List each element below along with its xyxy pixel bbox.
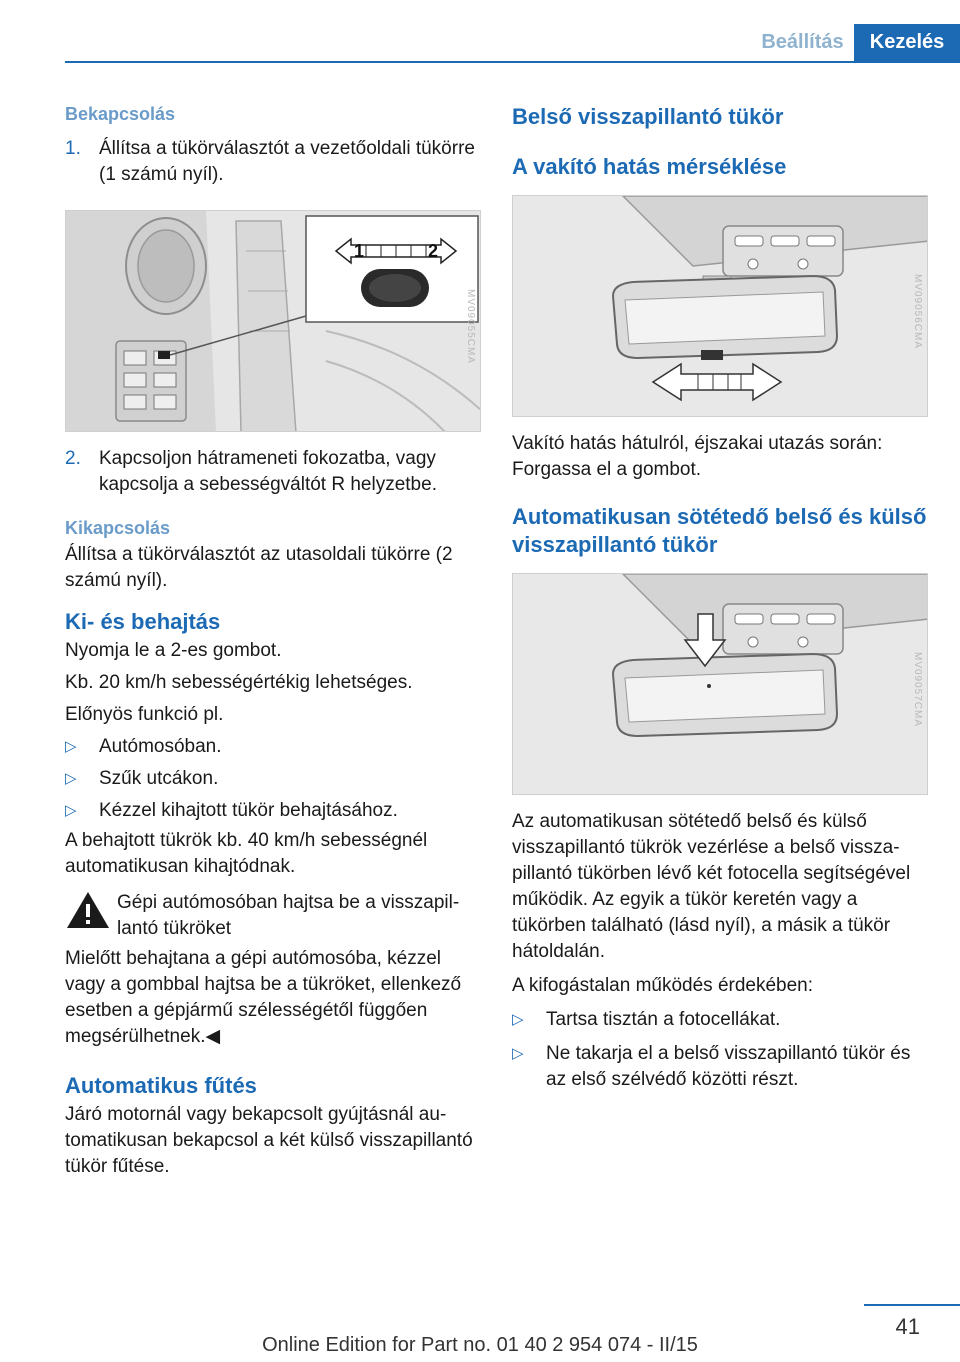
step-2-number: 2. xyxy=(65,448,81,469)
list-item xyxy=(512,1007,928,1033)
auto-dimming-figure xyxy=(512,573,928,795)
right-column xyxy=(512,100,928,1093)
door-panel-illustration xyxy=(66,211,481,432)
bullet-icon: ▷ xyxy=(65,770,77,787)
futes-heading: Automatikus fűtés xyxy=(65,1073,257,1098)
tab-beallitas[interactable]: Beállítás xyxy=(751,24,854,61)
list-item-text: Kézzel kihajtott tükör behajtásához. xyxy=(99,800,398,821)
step-1-number: 1. xyxy=(65,138,81,159)
step-2 xyxy=(65,446,481,498)
automatikus-text: Az automatikusan sötétedő belső és külső visszapillantó tükrök vezérlése a belső visszapillantó tükörben lévő két fotocella segítségével működik. Az egyik a tükör keretén vagy a tükörben található (lásd nyíl), a másik a tükör hátoldalán. xyxy=(512,811,911,962)
footer-rule xyxy=(864,1304,960,1306)
figure-code: MV09056CMA xyxy=(911,273,923,350)
list-item-text: Ne takarja el a belső visszapillantó tükör és az első szélvédő közötti részt. xyxy=(546,1043,911,1090)
warning-text: Mielőtt behajtana a gépi autómosóba, kézzel vagy a gombbal hajtsa be a tükröket, ellenkező esetben a gépjármű szélességétől függően megsérülhetnek.◀ xyxy=(65,948,462,1047)
list-item-text: Szűk utcákon. xyxy=(99,768,219,789)
figure-code: MV09057CMA xyxy=(911,651,923,728)
kikapcsolas-text: Állítsa a tükörválasztót az utasoldali tükörre (2 számú nyíl). xyxy=(65,544,453,591)
mirror-switch-figure xyxy=(65,210,481,432)
page-number: 41 xyxy=(895,1314,920,1339)
behajtas-p1: Nyomja le a 2-es gombot. xyxy=(65,640,282,661)
warning-title: Gépi autómosóban hajtsa be a visszapillantó tükröket xyxy=(117,892,460,939)
behajtas-p4: A behajtott tükrök kb. 40 km/h sebességnél automatikusan kihajtódnak. xyxy=(65,830,428,877)
automatikus-p2: A kifogástalan működés érdekében: xyxy=(512,975,814,996)
bullet-icon: ▷ xyxy=(65,738,77,755)
mirror-knob-illustration xyxy=(513,196,928,417)
list-item xyxy=(65,734,481,760)
arrow-label-1: 1 xyxy=(354,241,365,261)
bullet-icon: ▷ xyxy=(512,1011,524,1028)
left-column xyxy=(65,100,481,1180)
list-item-text: Autómosóban. xyxy=(99,736,222,757)
warning-icon xyxy=(65,890,117,942)
futes-text: Járó motornál vagy bekapcsolt gyújtásnál automatikusan bekapcsol a két külső visszapillantó tükör fűtése. xyxy=(65,1104,473,1177)
tab-kezeles[interactable]: Kezelés xyxy=(854,24,960,61)
list-item xyxy=(65,798,481,824)
behajtas-p3: Előnyös funkció pl. xyxy=(65,704,224,725)
photocell-illustration xyxy=(513,574,928,795)
vakito-heading: A vakító hatás mérséklése xyxy=(512,154,787,179)
list-item-text: Tartsa tisztán a fotocellákat. xyxy=(546,1009,781,1030)
figure-code: MV09055CMA xyxy=(464,288,476,365)
warning-block xyxy=(65,890,481,942)
step-1-text: Állítsa a tükörválasztót a vezetőoldali tükörre (1 számú nyíl). xyxy=(99,138,475,185)
arrow-label-2: 2 xyxy=(428,241,439,261)
automatikus-heading: Automatikusan sötétedő belső és külső visszapillantó tükör xyxy=(512,504,927,557)
list-item xyxy=(512,1041,928,1093)
edition-footer: Online Edition for Part no. 01 40 2 954 074 - II/15 xyxy=(262,1334,698,1356)
belso-tukor-heading: Belső visszapillantó tükör xyxy=(512,104,784,129)
header-rule xyxy=(65,61,960,63)
bullet-icon: ▷ xyxy=(65,802,77,819)
rearview-knob-figure xyxy=(512,195,928,417)
kikapcsolas-heading: Kikapcsolás xyxy=(65,518,171,538)
vakito-text: Vakító hatás hátulról, éjszakai utazás során: Forgassa el a gombot. xyxy=(512,433,883,480)
step-1 xyxy=(65,136,481,188)
behajtas-p2: Kb. 20 km/h sebességértékig lehetséges. xyxy=(65,672,413,693)
behajtas-heading: Ki- és behajtás xyxy=(65,609,221,634)
bullet-icon: ▷ xyxy=(512,1045,524,1062)
header-tabs xyxy=(751,24,960,61)
bekapcsolas-heading: Bekapcsolás xyxy=(65,104,176,124)
list-item xyxy=(65,766,481,792)
step-2-text: Kapcsoljon hátrameneti fokozatba, vagy kapcsolja a sebességváltót R helyzetbe. xyxy=(99,448,437,495)
